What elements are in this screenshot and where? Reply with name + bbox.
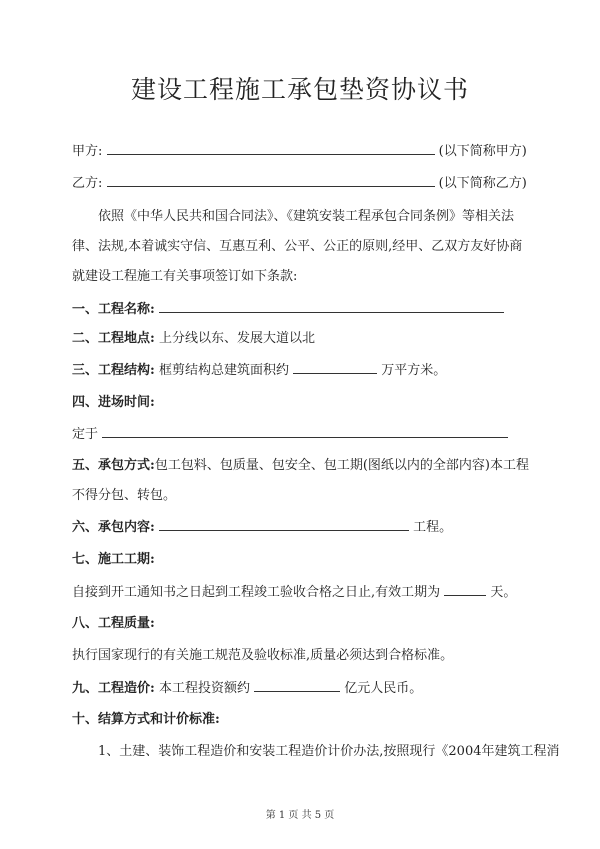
project-name-blank[interactable] [159,300,504,313]
party-a-suffix: (以下简称甲方) [438,144,527,159]
section-7-label: 七、施工工期: [72,552,155,567]
section-2 [72,330,315,348]
page-footer: 第 1 页 共 5 页 [265,810,335,821]
section-3-text: 框剪结构总建筑面积约 [158,363,289,378]
section-2-label: 二、工程地点: [72,331,155,346]
section-10-label: 十、结算方式和计价标准: [72,712,220,727]
section-10 [72,711,220,729]
party-a-label: 甲方: [72,144,103,159]
section-3-label: 三、工程结构: [72,363,155,378]
section-4 [72,394,155,412]
section-1-label: 一、工程名称: [72,302,155,317]
party-b-suffix: (以下简称乙方) [438,176,527,191]
intro-paragraph: 依照《中华人民共和国合同法》、《建筑安装工程承包合同条例》等相关法律、法规,本着诚实守信、互惠互利、公平、公正的原则,经甲、乙双方友好协商就建设工程施工有关事项签订如下条款: [72,209,523,284]
section-3-after: 万平方米。 [381,363,447,378]
section-5-text: 包工包料、包质量、包安全、包工期(图纸以内的全部内容)本工程不得分包、转包。 [72,458,529,503]
section-2-text: 上分线以东、发展大道以北 [158,331,315,346]
section-5 [72,451,534,511]
section-1 [72,300,504,319]
party-a-line [72,142,527,161]
section-4-date-label: 定于 [72,427,99,442]
section-7-text-line [72,583,516,602]
section-5-label: 五、承包方式: [72,458,155,473]
section-3 [72,361,446,380]
section-9-after: 亿元人民币。 [344,681,423,696]
section-7 [72,551,155,569]
section-10-item-1: 1、土建、装饰工程造价和安装工程造价计价办法,按照现行《2004年建筑工程消 [98,744,560,759]
section-8-text: 执行国家现行的有关施工规范及验收标准,质量必须达到合格标准。 [72,648,454,663]
section-7-after: 天。 [490,585,517,600]
section-8-text-line [72,647,453,665]
area-blank[interactable] [293,361,377,374]
section-4-date-line [72,425,508,444]
section-9 [72,679,422,698]
document-title: 建设工程施工承包垫资协议书 [130,75,469,104]
entry-date-blank[interactable] [102,425,508,438]
section-6-label: 六、承包内容: [72,520,155,535]
investment-blank[interactable] [254,679,340,692]
section-7-text: 自接到开工通知书之日起到工程竣工验收合格之日止,有效工期为 [72,585,441,600]
section-8 [72,615,155,633]
section-4-label: 四、进场时间: [72,395,155,410]
party-b-line [72,174,527,193]
scope-blank[interactable] [159,518,409,531]
section-9-label: 九、工程造价: [72,681,155,696]
section-8-label: 八、工程质量: [72,616,155,631]
section-6 [72,518,452,537]
party-a-blank[interactable] [107,142,435,155]
section-9-text: 本工程投资额约 [158,681,250,696]
section-6-after: 工程。 [413,520,453,535]
duration-blank[interactable] [444,583,486,596]
party-b-blank[interactable] [107,174,435,187]
party-b-label: 乙方: [72,176,103,191]
